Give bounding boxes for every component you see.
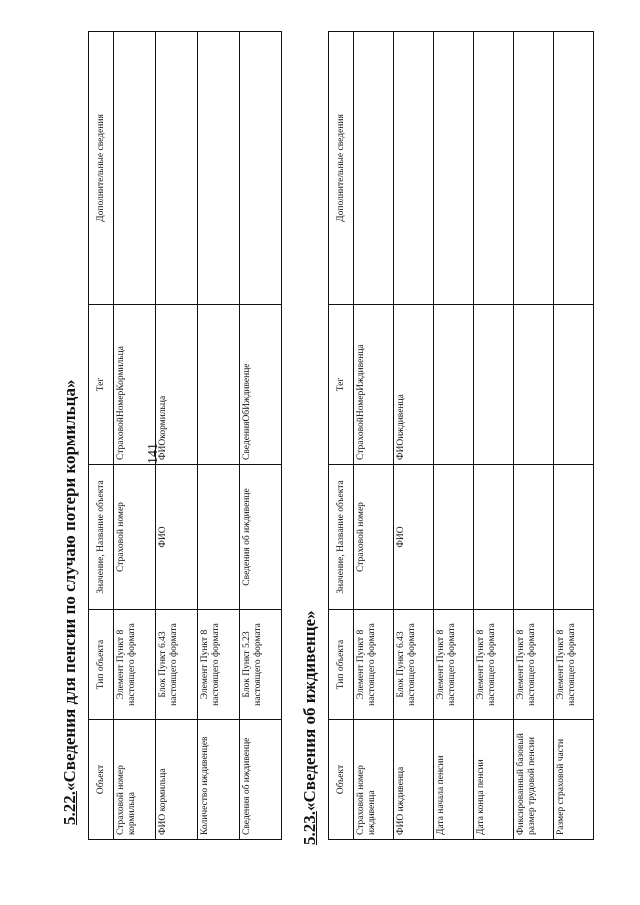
cell-object: Количество иждивенцев (198, 720, 240, 840)
table-header-row (89, 32, 114, 840)
cell-type: Элемент Пункт 8 настоящего формата (198, 610, 240, 720)
cell-extra (474, 32, 514, 305)
cell-extra (114, 32, 156, 305)
cell-object: ФИО кормильца (156, 720, 198, 840)
cell-tag: ФИОкормильца (156, 305, 198, 465)
cell-object: Фиксированный базовый размер трудовой пенсии (514, 720, 554, 840)
section-title-5-23 (300, 610, 320, 845)
cell-extra (554, 32, 594, 305)
table-row (394, 32, 434, 840)
header-type: Тип объекта (329, 610, 354, 720)
cell-object: Сведения об иждивенце (240, 720, 282, 840)
table-row (156, 32, 198, 840)
section-number: 5.22. (60, 791, 79, 825)
header-tag: Тег (329, 305, 354, 465)
header-type: Тип объекта (89, 610, 114, 720)
cell-type: Элемент Пункт 8 настоящего формата (514, 610, 554, 720)
cell-object: ФИО иждивенца (394, 720, 434, 840)
cell-type: Элемент Пункт 8 настоящего формата (354, 610, 394, 720)
cell-tag: СведенияОбИждивенце (240, 305, 282, 465)
page-number: 141 (146, 443, 161, 464)
table-row (354, 32, 394, 840)
cell-extra (198, 32, 240, 305)
table-row (514, 32, 554, 840)
cell-tag (434, 305, 474, 465)
cell-tag (514, 305, 554, 465)
cell-extra (240, 32, 282, 305)
cell-tag (198, 305, 240, 465)
cell-object: Дата начала пенсии (434, 720, 474, 840)
table-header-row (329, 32, 354, 840)
cell-tag (474, 305, 514, 465)
cell-object: Размер страховой части (554, 720, 594, 840)
section-title-text: «Сведения для пенсии по случаю потери кормильца» (60, 379, 79, 791)
cell-extra (514, 32, 554, 305)
cell-extra (156, 32, 198, 305)
cell-value: Страховой номер (114, 465, 156, 610)
header-tag: Тег (89, 305, 114, 465)
cell-value (514, 465, 554, 610)
cell-value: Страховой номер (354, 465, 394, 610)
table-row (240, 32, 282, 840)
cell-value (474, 465, 514, 610)
cell-value (554, 465, 594, 610)
cell-type: Элемент Пункт 8 настоящего формата (554, 610, 594, 720)
cell-type: Блок Пункт 6.43 настоящего формата (156, 610, 198, 720)
cell-extra (434, 32, 474, 305)
cell-type: Элемент Пункт 8 настоящего формата (474, 610, 514, 720)
cell-tag: СтраховойНомерКормильца (114, 305, 156, 465)
cell-tag: СтраховойНомерИждивенца (354, 305, 394, 465)
cell-type: Блок Пункт 5.23 настоящего формата (240, 610, 282, 720)
table-row (198, 32, 240, 840)
cell-extra (394, 32, 434, 305)
section-number: 5.23. (300, 811, 319, 845)
cell-value (198, 465, 240, 610)
table-row (554, 32, 594, 840)
table-pension-survivor (88, 31, 282, 840)
section-title-text: «Сведения об иждивенце» (300, 610, 319, 811)
header-extra: Дополнительные сведения (329, 32, 354, 305)
table-row (474, 32, 514, 840)
cell-tag (554, 305, 594, 465)
cell-type: Элемент Пункт 8 настоящего формата (434, 610, 474, 720)
cell-value (434, 465, 474, 610)
cell-object: Дата конца пенсии (474, 720, 514, 840)
table-row (434, 32, 474, 840)
cell-value: Сведения об иждивенце (240, 465, 282, 610)
cell-type: Блок Пункт 6.43 настоящего формата (394, 610, 434, 720)
cell-object: Страховой номер иждивенца (354, 720, 394, 840)
cell-value: ФИО (394, 465, 434, 610)
section-title-5-22 (60, 380, 80, 825)
cell-object: Страховой номер кормильца (114, 720, 156, 840)
cell-tag: ФИОиждивенца (394, 305, 434, 465)
header-object: Объект (89, 720, 114, 840)
header-extra: Дополнительные сведения (89, 32, 114, 305)
header-value: Значение, Название объекта (329, 465, 354, 610)
cell-type: Элемент Пункт 8 настоящего формата (114, 610, 156, 720)
header-value: Значение, Название объекта (89, 465, 114, 610)
table-dependent-info (328, 31, 594, 840)
cell-value: ФИО (156, 465, 198, 610)
header-object: Объект (329, 720, 354, 840)
cell-extra (354, 32, 394, 305)
table-row (114, 32, 156, 840)
